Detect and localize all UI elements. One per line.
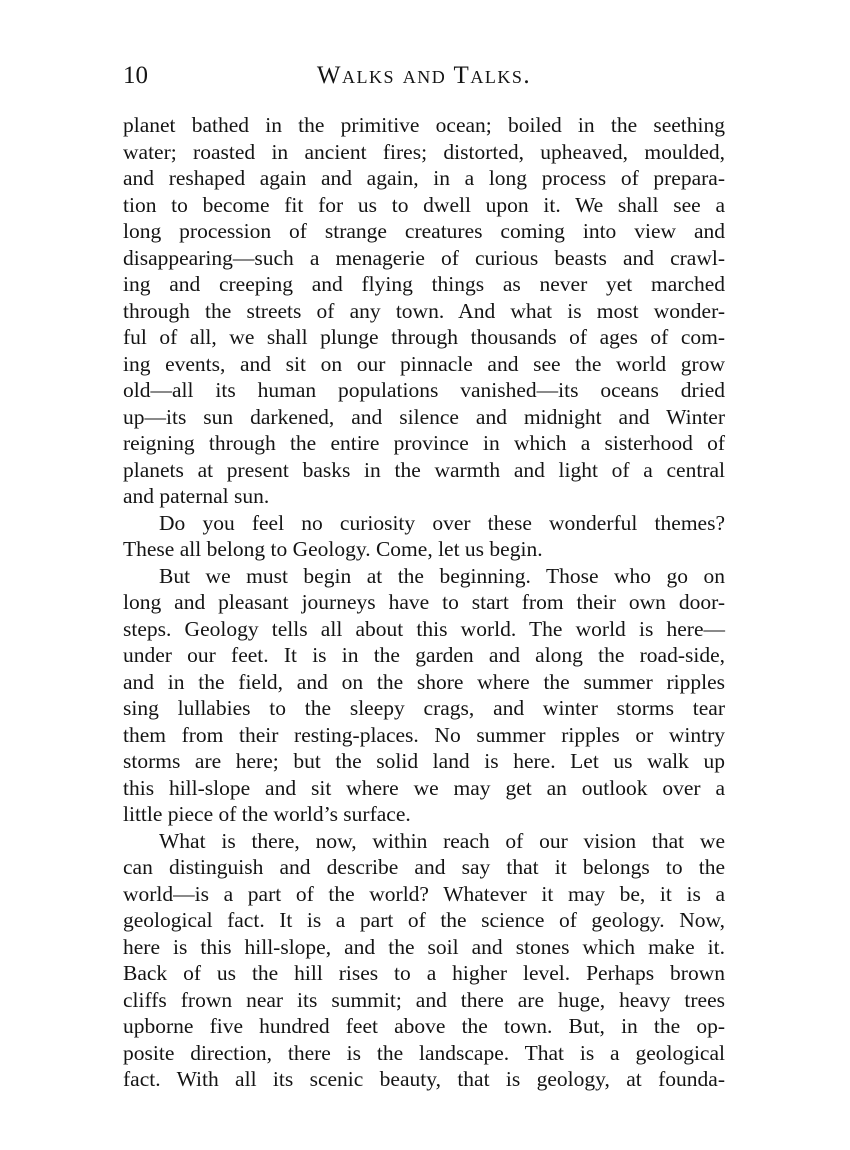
text-line: and in the field, and on the shore where the summer ripples	[123, 669, 725, 694]
text-line: them from their resting-places. No summer ripples or wintry	[123, 722, 725, 747]
text-line: cliffs frown near its summit; and there are huge, heavy trees	[123, 987, 725, 1012]
text-line: up—its sun darkened, and silence and midnight and Winter	[123, 404, 725, 429]
text-line: long and pleasant journeys have to start from their own door-	[123, 590, 725, 614]
text-line: storms are here; but the solid land is here. Let us walk up	[123, 749, 725, 773]
text-line: and paternal sun.	[123, 484, 270, 508]
text-line: posite direction, there is the landscape. That is a geological	[123, 1040, 725, 1065]
text-line: disappearing—such a menagerie of curious beasts and crawl-	[123, 245, 725, 270]
text-line: sing lullabies to the sleepy crags, and winter storms tear	[123, 696, 725, 720]
text-line: fact. With all its scenic beauty, that is geology, at founda-	[123, 1067, 725, 1091]
text-line: little piece of the world’s surface.	[123, 802, 411, 826]
text-line: here is this hill-slope, and the soil and stones which make it.	[123, 934, 725, 959]
text-line: planets at present basks in the warmth and light of a central	[123, 457, 725, 482]
text-line: upborne five hundred feet above the town. But, in the op-	[123, 1014, 725, 1038]
page-header	[123, 60, 725, 92]
running-head: Walks and Talks.	[316, 62, 532, 89]
text-line: through the streets of any town. And what is most wonder-	[123, 298, 725, 323]
text-line: ing events, and sit on our pinnacle and see the world grow	[123, 351, 725, 376]
text-line: under our feet. It is in the garden and along the road-side,	[123, 643, 725, 667]
text-line: can distinguish and describe and say that it belongs to the	[123, 855, 725, 879]
text-line: geological fact. It is a part of the science of geology. Now,	[123, 908, 725, 932]
text-line: But we must begin at the beginning. Those who go on	[159, 563, 725, 588]
text-line: These all belong to Geology. Come, let us begin.	[123, 537, 543, 561]
text-line: Back of us the hill rises to a higher level. Perhaps brown	[123, 961, 725, 985]
text-line: world—is a part of the world? Whatever it may be, it is a	[123, 881, 725, 906]
text-line: reigning through the entire province in which a sisterhood of	[123, 431, 725, 455]
text-line: this hill-slope and sit where we may get an outlook over a	[123, 775, 725, 800]
text-line: ful of all, we shall plunge through thousands of ages of com-	[123, 325, 725, 349]
text-line: planet bathed in the primitive ocean; boiled in the seething	[123, 113, 725, 137]
page-number: 10	[123, 62, 148, 89]
text-line: steps. Geology tells all about this world. The world is here—	[123, 616, 725, 641]
text-line: What is there, now, within reach of our vision that we	[159, 828, 725, 853]
text-line: ing and creeping and flying things as never yet marched	[123, 272, 725, 296]
text-line: tion to become fit for us to dwell upon it. We shall see a	[123, 192, 725, 217]
text-line: water; roasted in ancient fires; distorted, upheaved, moulded,	[123, 139, 725, 164]
text-line: long procession of strange creatures coming into view and	[123, 219, 725, 243]
text-line: and reshaped again and again, in a long process of prepara-	[123, 166, 725, 190]
body-text	[123, 112, 725, 1093]
text-line: Do you feel no curiosity over these wonderful themes?	[159, 510, 725, 535]
text-line: old—all its human populations vanished—its oceans dried	[123, 378, 725, 402]
